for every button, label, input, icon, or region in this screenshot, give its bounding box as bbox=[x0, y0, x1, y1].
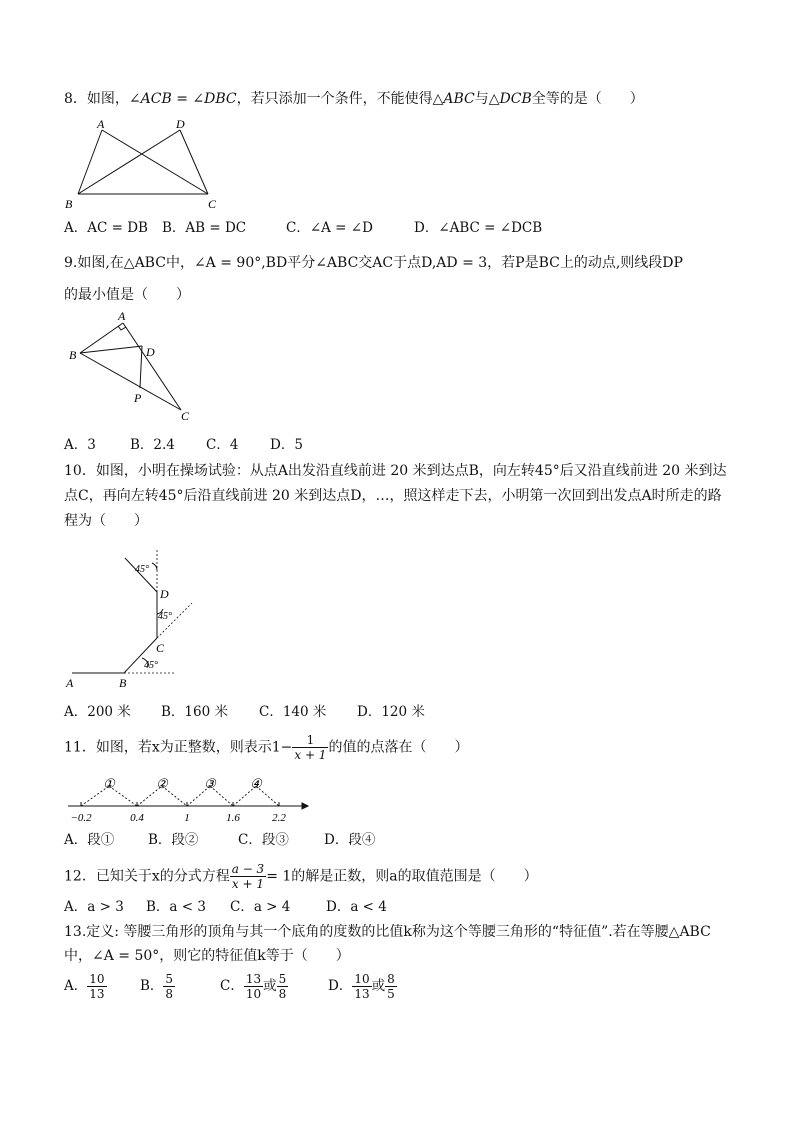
q9-option-d[interactable]: D．5 bbox=[270, 437, 303, 453]
q8-label-c: C bbox=[208, 197, 217, 211]
q10-angle-c: 45° bbox=[158, 611, 172, 622]
q10-figure bbox=[64, 548, 204, 693]
q9-label-b: B bbox=[69, 348, 77, 362]
q13-option-b[interactable]: B． $\frac{5}{8}$ bbox=[140, 972, 174, 1001]
q11-seg-4: ④ bbox=[250, 776, 262, 791]
q13-option-a[interactable]: A． $\frac{10}{13}$ bbox=[64, 972, 105, 1001]
q10-label-a: A bbox=[66, 676, 74, 690]
q9-options bbox=[64, 435, 303, 455]
q9-stem-line2: 的最小值是（ ） bbox=[64, 287, 190, 303]
q11-tick-2: 0.4 bbox=[130, 812, 144, 824]
q13-option-d[interactable]: D． $\frac{10}{13}$ 或 $\frac{8}{5}$ bbox=[328, 972, 395, 1001]
q11-tick-1: −0.2 bbox=[70, 812, 92, 824]
q10-stem-line2: 点C，再向左转45°后沿直线前进 20 米到达点D，…，照这样走下去，小明第一次回到出发点A时所走的路 bbox=[64, 488, 722, 504]
q10-stem-line1: 10．如图，小明在操场试验：从点A出发沿直线前进 20 米到达点B，向左转45°后又沿直线前进 20 米到达 bbox=[64, 463, 727, 479]
q9-option-c[interactable]: C．4 bbox=[206, 437, 239, 453]
q12-option-d[interactable]: D．a < 4 bbox=[326, 899, 387, 915]
q13-stem-line2: 中，∠A = 50°，则它的特征值k等于（ ） bbox=[64, 948, 350, 964]
q9-label-p: P bbox=[134, 391, 142, 405]
q10-option-a[interactable]: A．200 米 bbox=[64, 704, 131, 720]
q10-option-d[interactable]: D．120 米 bbox=[357, 704, 425, 720]
q11-tick-4: 1.6 bbox=[226, 812, 240, 824]
q11-tick-5: 2.2 bbox=[272, 812, 286, 824]
q10-stem-line3: 程为（ ） bbox=[64, 513, 148, 529]
q9-figure bbox=[66, 308, 206, 423]
q8-label-a: A bbox=[97, 117, 105, 131]
q9-label-c: C bbox=[181, 409, 190, 423]
q10-option-b[interactable]: B．160 米 bbox=[161, 704, 228, 720]
q13-option-c[interactable]: C． $\frac{13}{10}$ 或 $\frac{5}{8}$ bbox=[220, 972, 287, 1001]
q11-option-b[interactable]: B．段② bbox=[148, 832, 199, 848]
q10-angle-b: 45° bbox=[144, 660, 158, 671]
q8-stem: 8．如图，∠ACB = ∠DBC，若只添加一个条件，不能使得△ABC与△DCB全等的是（ ） bbox=[64, 91, 644, 107]
q9-label-d: D bbox=[146, 345, 155, 359]
q8-option-a[interactable]: A．AC = DB bbox=[64, 220, 148, 236]
q11-option-d[interactable]: D．段④ bbox=[324, 832, 376, 848]
q10-angle-d: 45° bbox=[135, 564, 149, 575]
q13-stem-line1: 13.定义: 等腰三角形的顶角与其一个底角的度数的比值k称为这个等腰三角形的“特征值”.若在等腰△ABC bbox=[64, 924, 711, 940]
q11-option-a[interactable]: A．段① bbox=[64, 832, 115, 848]
q8-label-b: B bbox=[65, 197, 73, 211]
q8-figure bbox=[62, 116, 232, 216]
q10-label-c: C bbox=[156, 641, 165, 655]
q8-option-d[interactable]: D．∠ABC = ∠DCB bbox=[414, 220, 543, 236]
q9-option-b[interactable]: B．2.4 bbox=[130, 437, 175, 453]
q11-option-c[interactable]: C．段③ bbox=[238, 832, 289, 848]
q12-stem: 12．已知关于x的分式方程 $\frac{a - 3}{x + 1}$ = 1的解是正数，则a的取值范围是（ ） bbox=[64, 862, 538, 891]
q8-option-c[interactable]: C．∠A = ∠D bbox=[286, 220, 373, 236]
q11-fraction: $\frac{1}{x + 1}$ bbox=[294, 733, 327, 762]
q8-option-b[interactable]: B．AB = DC bbox=[162, 220, 247, 236]
q11-options bbox=[64, 830, 375, 850]
q12-options bbox=[64, 897, 387, 917]
q9-option-a[interactable]: A．3 bbox=[64, 437, 96, 453]
q10-label-b: B bbox=[119, 676, 127, 690]
q13-options bbox=[64, 972, 397, 1001]
q8-label-d: D bbox=[176, 117, 185, 131]
q10-options bbox=[64, 702, 425, 722]
q12-option-a[interactable]: A．a > 3 bbox=[64, 899, 124, 915]
q9-stem-line1: 9.如图,在△ABC中，∠A = 90°,BD平分∠ABC交AC于点D,AD = 3，若P是BC上的动点,则线段DP bbox=[64, 255, 683, 271]
q12-fraction: $\frac{a - 3}{x + 1}$ bbox=[231, 862, 265, 891]
q12-option-c[interactable]: C．a > 4 bbox=[230, 899, 291, 915]
q11-seg-1: ① bbox=[103, 776, 115, 791]
q11-tick-3: 1 bbox=[184, 812, 190, 824]
q11-number-line bbox=[66, 774, 316, 824]
q12-option-b[interactable]: B．a < 3 bbox=[146, 899, 206, 915]
q8-options bbox=[64, 218, 542, 238]
q11-seg-2: ② bbox=[156, 776, 168, 791]
q11-seg-3: ③ bbox=[204, 776, 216, 791]
q11-stem: 11．如图，若x为正整数，则表示1− $\frac{1}{x + 1}$ 的值的点落在（ ） bbox=[64, 733, 469, 762]
q10-option-c[interactable]: C．140 米 bbox=[259, 704, 327, 720]
q10-label-d: D bbox=[160, 587, 169, 601]
q9-label-a: A bbox=[118, 309, 126, 323]
